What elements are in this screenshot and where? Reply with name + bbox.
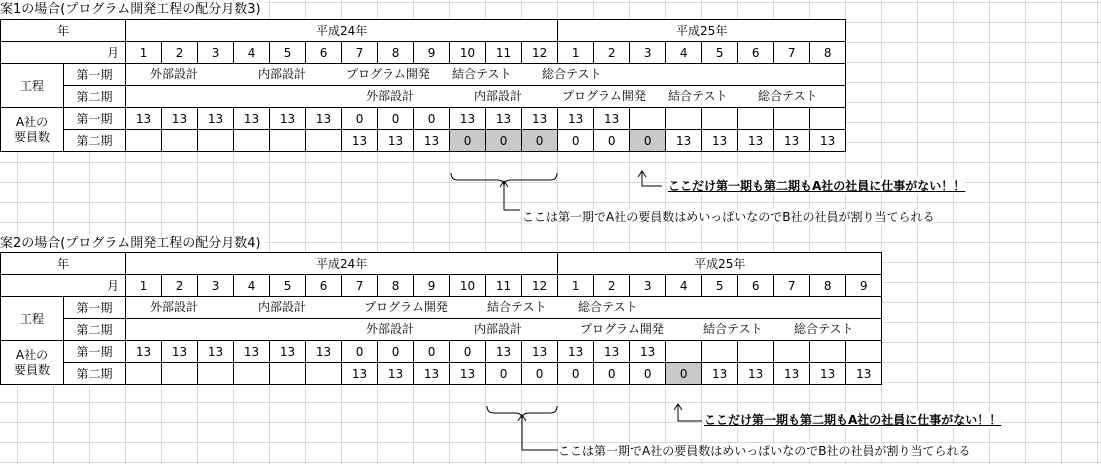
staff-cell <box>198 130 234 152</box>
staff-cell: 0 <box>378 108 414 130</box>
staff-cell <box>846 341 882 363</box>
staff-cell <box>774 108 810 130</box>
staff-cell <box>162 363 198 385</box>
process-label-cell: 外部設計 <box>366 322 415 336</box>
process-phase2-row <box>1 86 846 108</box>
month-cell: 12 <box>522 42 558 64</box>
staff-cell: 0 <box>630 130 666 152</box>
month-label: 月 <box>1 275 126 297</box>
staff-cell: 0 <box>450 341 486 363</box>
month-cell: 4 <box>666 275 702 297</box>
month-cell: 8 <box>810 42 846 64</box>
process-label-cell: 内部設計 <box>258 300 307 314</box>
month-cell: 3 <box>630 42 666 64</box>
month-cell: 5 <box>702 42 738 64</box>
phase1-label: 第一期 <box>64 341 126 363</box>
month-cell: 5 <box>702 275 738 297</box>
month-cell: 8 <box>378 42 414 64</box>
process-label-cell: 内部設計 <box>474 322 523 336</box>
year-cell: 平成24年 <box>126 20 558 42</box>
staff-cell: 0 <box>522 130 558 152</box>
case2-title: 案2の場合(プログラム開発工程の配分月数4) <box>0 236 265 252</box>
staff-cell: 13 <box>846 363 882 385</box>
staff-cell: 0 <box>486 363 522 385</box>
process-label-cell: 外部設計 <box>150 300 199 314</box>
month-cell: 11 <box>486 275 522 297</box>
staff-cell: 13 <box>126 341 162 363</box>
process-label-cell: 総合テスト <box>542 67 602 81</box>
staff-cell: 13 <box>306 108 342 130</box>
staff-cell: 13 <box>594 341 630 363</box>
staff-label-line1: A社の <box>15 114 49 129</box>
phase2-label: 第二期 <box>64 86 126 108</box>
case2-warning: ここだけ第一期も第二期もA社の社員に仕事がない！！ <box>704 413 1002 427</box>
year-cell: 平成25年 <box>558 253 882 275</box>
case1-note: ここは第一期でA社の要員数はめいっぱいなのでB社の社員が割り当てられる <box>522 210 935 224</box>
staff-cell: 13 <box>342 130 378 152</box>
staff-cell: 13 <box>450 363 486 385</box>
staff-cell <box>126 363 162 385</box>
year-cell: 平成24年 <box>126 253 558 275</box>
staff-label-line1: A社の <box>15 347 49 362</box>
process-label-cell: プログラム開発 <box>364 300 448 314</box>
month-cell: 9 <box>414 275 450 297</box>
staff-cell: 13 <box>378 363 414 385</box>
staff-cell: 13 <box>522 341 558 363</box>
staff-cell: 0 <box>486 130 522 152</box>
month-cell: 5 <box>270 275 306 297</box>
staff-cell <box>306 130 342 152</box>
staff-phase1-row <box>1 108 846 130</box>
staff-cell: 13 <box>450 108 486 130</box>
month-row <box>1 42 846 64</box>
staff-cell: 0 <box>342 341 378 363</box>
year-label: 年 <box>1 20 126 42</box>
staff-cell <box>270 363 306 385</box>
month-cell: 4 <box>234 42 270 64</box>
month-cell: 3 <box>198 42 234 64</box>
staff-cell <box>666 341 702 363</box>
staff-cell: 0 <box>342 108 378 130</box>
staff-cell: 13 <box>630 341 666 363</box>
staff-cell: 13 <box>522 108 558 130</box>
month-cell: 9 <box>846 275 882 297</box>
month-cell: 6 <box>738 42 774 64</box>
staff-cell <box>306 363 342 385</box>
month-cell: 6 <box>306 42 342 64</box>
process-phase1-row <box>1 297 882 319</box>
month-cell: 3 <box>198 275 234 297</box>
month-cell: 9 <box>414 42 450 64</box>
month-cell: 7 <box>774 42 810 64</box>
month-cell: 7 <box>342 42 378 64</box>
arrow-up-icon <box>514 414 562 456</box>
staff-cell: 13 <box>486 341 522 363</box>
process-label-cell: 外部設計 <box>366 89 415 103</box>
process-label-cell: 内部設計 <box>258 67 307 81</box>
process-label-cell: 総合テスト <box>578 300 638 314</box>
staff-cell: 13 <box>342 363 378 385</box>
phase1-label: 第一期 <box>64 64 126 86</box>
phase2-timeline <box>126 86 846 108</box>
month-cell: 8 <box>810 275 846 297</box>
staff-cell: 13 <box>162 108 198 130</box>
process-label-cell: 結合テスト <box>487 300 547 314</box>
staff-cell: 13 <box>270 341 306 363</box>
month-cell: 6 <box>306 275 342 297</box>
staff-label-line2: 要員数 <box>13 129 50 144</box>
month-label: 月 <box>1 42 126 64</box>
year-cell: 平成25年 <box>558 20 846 42</box>
staff-cell <box>738 341 774 363</box>
staff-cell <box>234 363 270 385</box>
phase2-timeline <box>126 319 882 341</box>
staff-phase2-row <box>1 363 882 385</box>
case1-warning: ここだけ第一期も第二期もA社の社員に仕事がない！！ <box>668 179 966 193</box>
staff-cell: 13 <box>558 108 594 130</box>
staff-cell <box>810 341 846 363</box>
staff-cell: 13 <box>414 130 450 152</box>
month-cell: 1 <box>126 42 162 64</box>
staff-cell: 13 <box>162 341 198 363</box>
process-phase1-row <box>1 64 846 86</box>
process-label-cell: 結合テスト <box>703 322 763 336</box>
process-label-cell: プログラム開発 <box>580 322 664 336</box>
month-cell: 1 <box>126 275 162 297</box>
month-cell: 11 <box>486 42 522 64</box>
staff-cell <box>630 108 666 130</box>
staff-cell <box>702 108 738 130</box>
month-cell: 7 <box>342 275 378 297</box>
staff-cell: 13 <box>126 108 162 130</box>
staff-label <box>1 108 64 152</box>
phase2-label: 第二期 <box>64 130 126 152</box>
month-cell: 10 <box>450 275 486 297</box>
case2-note: ここは第一期でA社の要員数はめいっぱいなのでB社の社員が割り当てられる <box>558 444 971 458</box>
month-cell: 1 <box>558 275 594 297</box>
staff-cell <box>198 363 234 385</box>
month-cell: 2 <box>162 275 198 297</box>
year-label: 年 <box>1 253 126 275</box>
staff-cell: 0 <box>558 363 594 385</box>
staff-cell: 13 <box>702 130 738 152</box>
staff-cell: 13 <box>738 130 774 152</box>
arrow-up-icon <box>672 403 706 425</box>
phase1-timeline <box>126 297 882 319</box>
staff-label-line2: 要員数 <box>13 362 50 377</box>
staff-cell <box>234 130 270 152</box>
staff-cell: 13 <box>414 363 450 385</box>
case2-table <box>0 252 882 385</box>
staff-cell: 0 <box>558 130 594 152</box>
process-label: 工程 <box>1 297 64 341</box>
case1-title: 案1の場合(プログラム開発工程の配分月数3) <box>0 2 265 18</box>
staff-cell: 13 <box>378 130 414 152</box>
staff-cell: 13 <box>234 108 270 130</box>
month-cell: 12 <box>522 275 558 297</box>
staff-cell <box>270 130 306 152</box>
staff-cell: 13 <box>486 108 522 130</box>
staff-cell: 13 <box>198 341 234 363</box>
staff-cell: 13 <box>666 130 702 152</box>
staff-phase1-row <box>1 341 882 363</box>
staff-cell <box>162 130 198 152</box>
process-label: 工程 <box>1 64 64 108</box>
month-cell: 4 <box>666 42 702 64</box>
phase2-label: 第二期 <box>64 363 126 385</box>
month-cell: 7 <box>774 275 810 297</box>
staff-cell <box>702 341 738 363</box>
month-cell: 1 <box>558 42 594 64</box>
staff-cell <box>810 108 846 130</box>
phase2-label: 第二期 <box>64 319 126 341</box>
month-cell: 10 <box>450 42 486 64</box>
staff-cell: 0 <box>594 130 630 152</box>
process-label-cell: プログラム開発 <box>562 89 646 103</box>
staff-cell: 13 <box>702 363 738 385</box>
staff-cell: 13 <box>774 130 810 152</box>
staff-cell: 13 <box>270 108 306 130</box>
month-cell: 5 <box>270 42 306 64</box>
month-cell: 8 <box>378 275 414 297</box>
staff-cell: 0 <box>594 363 630 385</box>
process-label-cell: 総合テスト <box>758 89 818 103</box>
staff-cell: 13 <box>810 130 846 152</box>
process-label-cell: 総合テスト <box>794 322 854 336</box>
staff-cell: 0 <box>414 341 450 363</box>
staff-cell <box>774 341 810 363</box>
staff-cell <box>738 108 774 130</box>
arrow-up-icon <box>496 180 516 216</box>
process-label-cell: 内部設計 <box>474 89 523 103</box>
process-phase2-row <box>1 319 882 341</box>
staff-cell <box>126 130 162 152</box>
month-cell: 2 <box>162 42 198 64</box>
staff-cell: 13 <box>810 363 846 385</box>
staff-cell: 13 <box>594 108 630 130</box>
month-cell: 4 <box>234 275 270 297</box>
month-cell: 2 <box>594 275 630 297</box>
process-label-cell: 外部設計 <box>150 67 199 81</box>
staff-cell: 0 <box>378 341 414 363</box>
staff-cell: 0 <box>450 130 486 152</box>
staff-cell: 13 <box>774 363 810 385</box>
staff-cell: 0 <box>630 363 666 385</box>
staff-cell: 0 <box>522 363 558 385</box>
month-cell: 2 <box>594 42 630 64</box>
phase1-label: 第一期 <box>64 108 126 130</box>
month-row <box>1 275 882 297</box>
month-cell: 6 <box>738 275 774 297</box>
staff-cell: 13 <box>558 341 594 363</box>
staff-cell <box>666 108 702 130</box>
phase1-label: 第一期 <box>64 297 126 319</box>
process-label-cell: 結合テスト <box>668 89 728 103</box>
staff-cell: 0 <box>414 108 450 130</box>
arrow-up-icon <box>636 170 666 190</box>
process-label-cell: プログラム開発 <box>346 67 430 81</box>
case1-table <box>0 19 846 152</box>
year-row <box>1 253 882 275</box>
month-cell: 3 <box>630 275 666 297</box>
phase1-timeline <box>126 64 846 86</box>
staff-cell: 13 <box>738 363 774 385</box>
process-label-cell: 結合テスト <box>452 67 512 81</box>
year-row <box>1 20 846 42</box>
staff-cell: 0 <box>666 363 702 385</box>
staff-cell: 13 <box>198 108 234 130</box>
staff-cell: 13 <box>234 341 270 363</box>
staff-phase2-row <box>1 130 846 152</box>
staff-cell: 13 <box>306 341 342 363</box>
staff-label <box>1 341 64 385</box>
